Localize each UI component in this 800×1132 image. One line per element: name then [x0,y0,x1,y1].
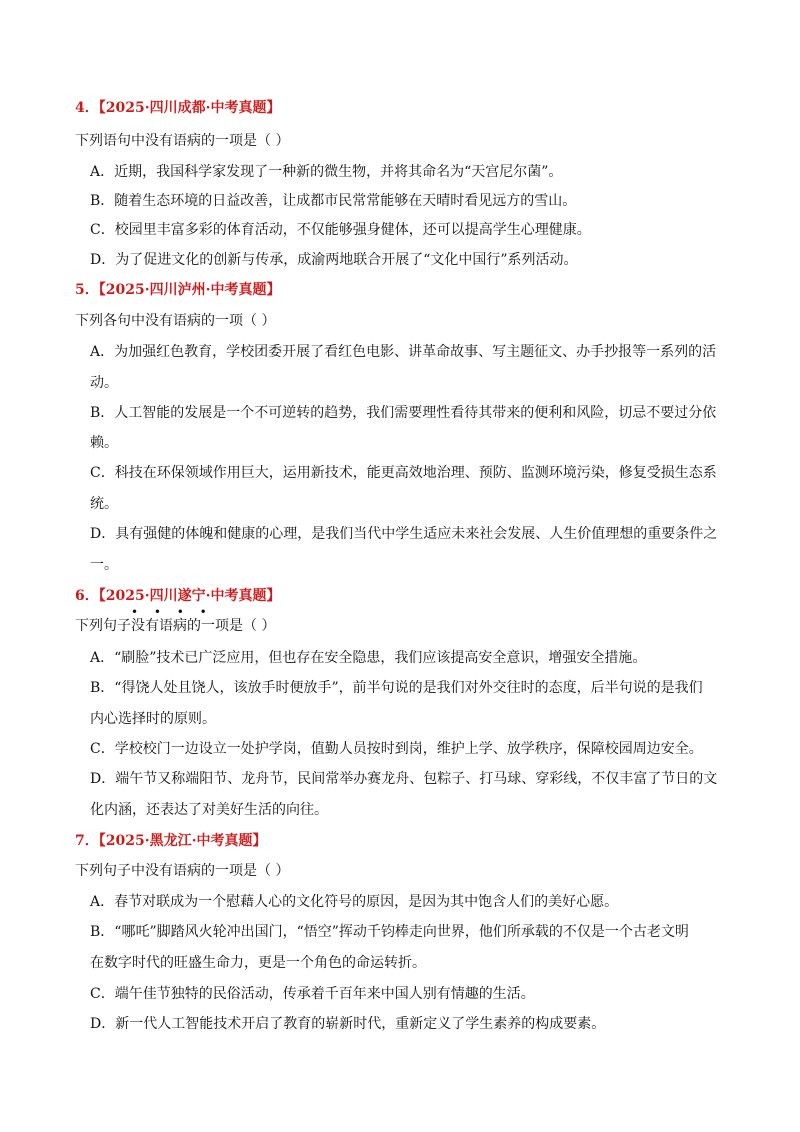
question-5-option-a-cont: 动。 [90,375,118,391]
question-5-option-c: C．科技在环保领域作用巨大，运用新技术，能更高效地治理、预防、监测环境污染，修复受损生态系 [90,465,717,481]
emphasized-text [131,605,213,636]
question-5-stem: 下列各句中没有语病的一项（ ） [75,313,276,329]
question-5-header: 5．【2025·四川泸州·中考真题】 [75,282,281,298]
question-6-option-d: D．端午节又称端阳节、龙舟节，民间常举办赛龙舟、包粽子、打马球、穿彩线，不仅丰富了节日的文 [90,771,718,787]
question-7-option-a: A．春节对联成为一个慰藉人心的文化符号的原因，是因为其中饱含人们的美好心愿。 [90,894,619,910]
question-7-option-b: B．“哪吒”脚踏风火轮冲出国门，“悟空”挥动千钧棒走向世界，他们所承载的不仅是一个古老文明 [90,924,689,940]
question-7-stem: 下列句子中没有语病的一项是（ ） [75,863,290,879]
question-6-option-c: C．学校校门一边设立一处护学岗，值勤人员按时到岗，维护上学、放学秩序，保障校园周边安全。 [90,741,703,757]
question-4-option-d: D．为了促进文化的创新与传承，成渝两地联合开展了“文化中国行”系列活动。 [90,252,578,268]
stem-text-post: 语病的一项是（ ） [159,618,276,634]
question-7-header: 7．【2025·黑龙江·中考真题】 [75,833,267,849]
question-5-option-b: B．人工智能的发展是一个不可逆转的趋势，我们需要理性看待其带来的便利和风险，切忌不要过分依 [90,405,717,421]
question-6-option-b: B．“得饶人处且饶人，该放手时便放手”，前半句说的是我们对外交往时的态度，后半句说的是我们 [90,680,703,696]
question-7-option-b-cont: 在数字时代的旺盛生命力，更是一个角色的命运转折。 [90,955,426,971]
question-4-option-a: A．近期，我国科学家发现了一种新的微生物，并将其命名为“天宫尼尔菌”。 [90,164,563,180]
emphasis-dots: • • • • [131,605,213,619]
question-4-header: 4．【2025·四川成都·中考真题】 [75,100,281,116]
question-4-stem: 下列语句中没有语病的一项是（ ） [75,133,290,149]
question-6-option-b-cont: 内心选择时的原则。 [90,711,216,727]
question-5-option-b-cont: 赖。 [90,435,118,451]
question-6-stem [75,605,276,636]
question-5-option-c-cont: 统。 [90,496,118,512]
question-4-option-b: B．随着生态环境的日益改善，让成都市民常常能够在天晴时看见远方的雪山。 [90,193,577,209]
question-7-option-d: D．新一代人工智能技术开启了教育的崭新时代，重新定义了学生素养的构成要素。 [90,1016,606,1032]
question-6-option-a: A．“刷脸”技术已广泛应用，但也存在安全隐患，我们应该提高安全意识，增强安全措施。 [90,650,647,666]
question-7-option-c: C．端午佳节独特的民俗活动，传承着千百年来中国人别有情趣的生活。 [90,986,535,1002]
question-5-option-d: D．具有强健的体魄和健康的心理，是我们当代中学生适应未来社会发展、人生价值理想的重要条件之 [90,526,718,542]
question-5-option-d-cont: 一。 [90,557,118,573]
question-6-option-d-cont: 化内涵，还表达了对美好生活的向往。 [90,802,328,818]
question-4-option-c: C．校园里丰富多彩的体育活动，不仅能够强身健体，还可以提高学生心理健康。 [90,222,591,238]
stem-text-pre: 下列句子 [75,618,131,634]
question-5-option-a: A．为加强红色教育，学校团委开展了看红色电影、讲革命故事、写主题征文、办手抄报等一系列的活 [90,344,717,360]
emphasized-word: 没有 [131,618,159,634]
question-6-header: 6．【2025·四川遂宁·中考真题】 [75,588,281,604]
